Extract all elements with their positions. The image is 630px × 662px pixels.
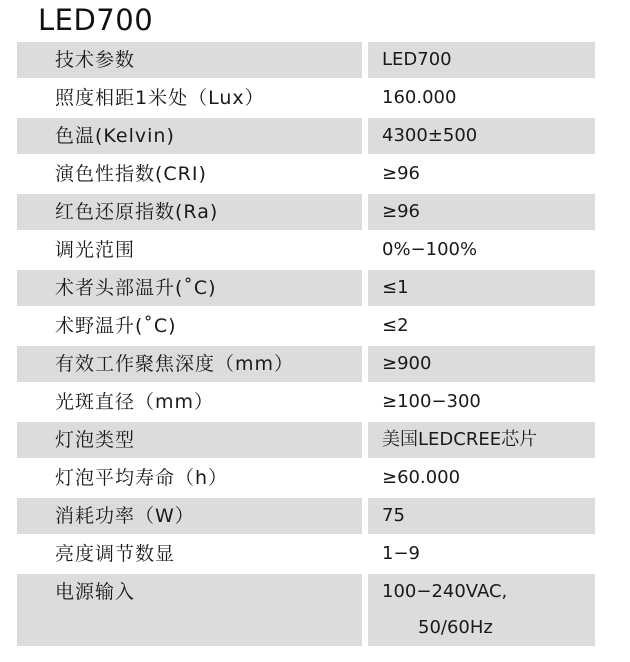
row-value: ≥96 xyxy=(368,194,595,230)
row-value: LED700 xyxy=(368,42,595,78)
table-row xyxy=(17,80,595,116)
table-row xyxy=(17,118,595,154)
row-value: ≤1 xyxy=(368,270,595,306)
row-label: 照度相距1米处（Lux） xyxy=(17,80,362,116)
row-value: ≥60.000 xyxy=(368,460,595,496)
power-frequency-text: 50/60Hz xyxy=(418,617,493,638)
row-value: 75 xyxy=(368,498,595,534)
row-label: 光斑直径（mm） xyxy=(17,384,362,420)
spec-table xyxy=(17,42,595,648)
row-value: 160.000 xyxy=(368,80,595,116)
table-row xyxy=(17,194,595,230)
table-row xyxy=(17,232,595,268)
row-label: 电源输入 xyxy=(17,574,362,646)
row-label: 灯泡平均寿命（h） xyxy=(17,460,362,496)
row-value xyxy=(368,574,595,646)
row-label: 技术参数 xyxy=(17,42,362,78)
table-row xyxy=(17,308,595,344)
table-row xyxy=(17,156,595,192)
table-row xyxy=(17,536,595,572)
row-value: ≤2 xyxy=(368,308,595,344)
table-row xyxy=(17,498,595,534)
table-row xyxy=(17,42,595,78)
power-voltage-text: 100−240VAC, xyxy=(382,581,508,602)
table-row xyxy=(17,384,595,420)
row-value: 美国LEDCREE芯片 xyxy=(368,422,595,458)
page-title: LED700 xyxy=(38,3,154,37)
row-value: 1−9 xyxy=(368,536,595,572)
row-label: 演色性指数(CRI) xyxy=(17,156,362,192)
row-label: 灯泡类型 xyxy=(17,422,362,458)
row-label: 有效工作聚焦深度（mm） xyxy=(17,346,362,382)
row-value: 0%−100% xyxy=(368,232,595,268)
table-row xyxy=(17,270,595,306)
row-value: ≥100−300 xyxy=(368,384,595,420)
row-value: ≥900 xyxy=(368,346,595,382)
row-label: 术者头部温升(˚C) xyxy=(17,270,362,306)
row-label: 红色还原指数(Ra) xyxy=(17,194,362,230)
table-row xyxy=(17,346,595,382)
table-row xyxy=(17,574,595,646)
row-label: 消耗功率（W） xyxy=(17,498,362,534)
row-value: ≥96 xyxy=(368,156,595,192)
row-label: 术野温升(˚C) xyxy=(17,308,362,344)
table-row xyxy=(17,460,595,496)
row-label: 亮度调节数显 xyxy=(17,536,362,572)
row-label: 色温(Kelvin) xyxy=(17,118,362,154)
row-label: 调光范围 xyxy=(17,232,362,268)
row-value: 4300±500 xyxy=(368,118,595,154)
table-row xyxy=(17,422,595,458)
